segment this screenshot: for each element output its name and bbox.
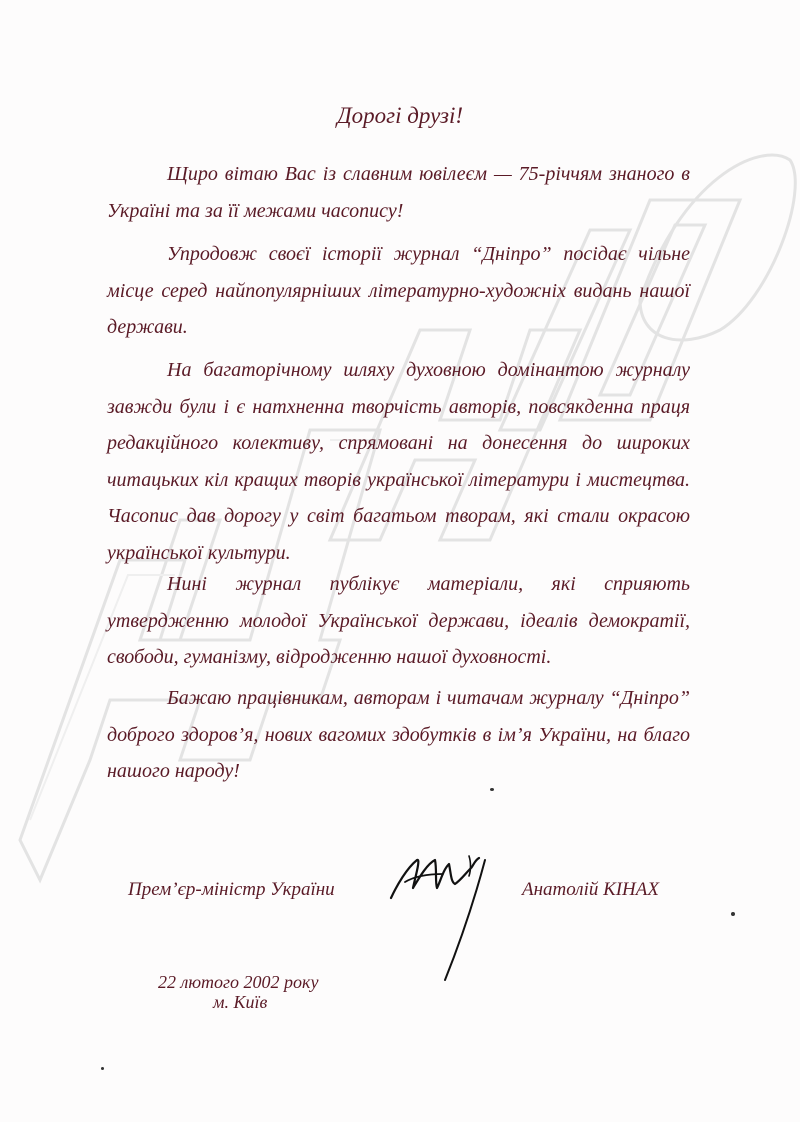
paragraph-present: Нині журнал публікує матеріали, які сприяють утвердженню молодої Української держави, ідеалів демократії, свободи, гуманізму, відродженню нашої духовності. [107,573,690,668]
signer-position: Прем’єр-міністр України [128,879,335,900]
letter-date: 22 лютого 2002 року [158,972,319,992]
paragraph-mission: На багаторічному шляху духовною домінантою журналу завжди були і є натхненна творчість авторів, повсякденна праця редакційного колективу, спрямовані на донесення до широких читацьких кіл кращих творів української літератури і мистецтва. Часопис дав дорогу у світ багатьом творам, які стали окрасою української культури. [107,359,690,564]
handwritten-signature [385,830,505,1000]
paragraph-greeting: Щиро вітаю Вас із славним ювілеєм — 75-річчям знаного в Україні та за її межами часопису! [107,163,690,222]
signer-name: Анатолій КІНАХ [522,879,659,900]
paragraph-history: Упродовж своєї історії журнал “Дніпро” посідає чільне місце серед найпопулярніших літературно-художніх видань нашої держави. [107,243,690,338]
salutation: Дорогі друзі! [336,103,463,128]
scan-speck [101,1067,104,1070]
scan-speck [731,912,735,916]
paragraph-wishes: Бажаю працівникам, авторам і читачам журналу “Дніпро” доброго здоров’я, нових вагомих здобутків в ім’я України, на благо нашого народу! [107,687,690,782]
letter-place: м. Київ [213,992,268,1012]
scan-speck [490,788,494,791]
